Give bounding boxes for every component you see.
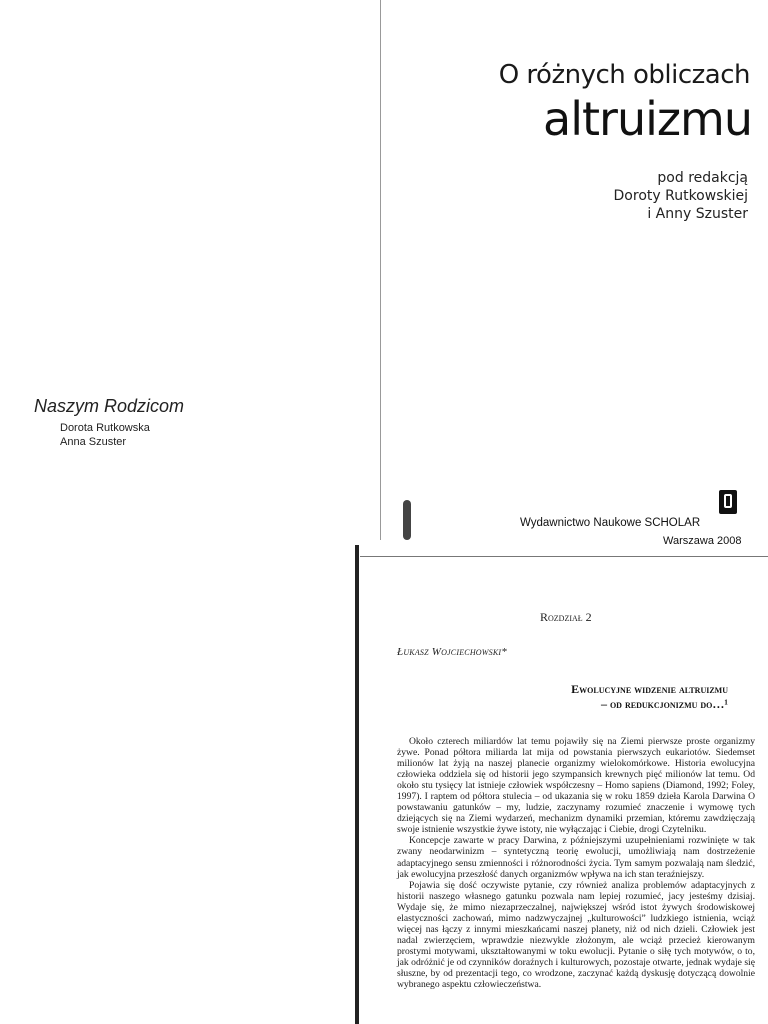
- publisher-city-year: Warszawa 2008: [663, 535, 742, 544]
- book-title-line-1: O różnych obliczach: [498, 60, 750, 90]
- dedication-name: Anna Szuster: [60, 436, 127, 448]
- editor-1: Doroty Rutkowskiej: [613, 188, 748, 204]
- publisher-name: Wydawnictwo Naukowe SCHOLAR: [520, 517, 701, 529]
- scan-binding-shadow: [355, 545, 359, 1024]
- chapter-title-line-1: Ewolucyjne widzenie altruizmu: [571, 682, 728, 696]
- body-paragraph: Pojawia się dość oczywiste pytanie, czy również analiza problemów adaptacyjnych z historii naszego własnego gatunku pozwala nam lepiej rozumieć, jacy jesteśmy dzisiaj. Wydaje się, że mimo niezaprzeczalnej, największej wśród istot żywych środowiskowej elastyczności zachowań, mimo nadzwyczajnej „kulturowości” ludzkiego istnienia, wciąż więcej nas łączy z innymi mieszkańcami naszej planety, niż od nich dzieli. Człowiek jest nadal zwierzęciem, wprawdzie niezwykle złożonym, ale wciąż przecież kierowanym prostymi motywami, ukształtowanymi w toku ewolucji. Pytanie o siłę tych motywów, o to, jak odróżnić je od czynników doraźnych i kulturowych, pozostaje otwarte, jednak wydaje się słuszne, by od prezentacji tego, co wrodzone, zaczynać każdą dyskusję dotyczącą dowolnie wybranego aspektu człowieczeństwa.: [397, 879, 755, 991]
- scan-page-edge-bottom: [360, 556, 768, 557]
- chapter-label: Rozdział 2: [540, 610, 592, 624]
- book-title-line-2: altruizmu: [543, 92, 752, 146]
- dedication-heading: Naszym Rodzicom: [34, 396, 185, 416]
- editor-intro: pod redakcją: [657, 170, 748, 186]
- body-paragraph: Koncepcje zawarte w pracy Darwina, z późniejszymi uzupełnieniami rozwinięte w tak zwany neodarwinizm – syntetyczną teorię ewolucji, umożliwiają nam dostrzeżenie adaptacyjnego sensu zmienności i różnorodności życia. Tym samym pozwalają nam śledzić, jak ewolucyjna przeszłość danych organizmów wpływa na ich stan teraźniejszy.: [397, 835, 755, 880]
- chapter-title-line-2: – od redukcjonizmu do…¹: [600, 697, 728, 711]
- scan-page-edge-top: [380, 0, 381, 540]
- chapter-author: Łukasz Wojciechowski*: [397, 646, 507, 658]
- publisher-logo-icon: [719, 490, 737, 514]
- dedication-name: Dorota Rutkowska: [60, 422, 150, 434]
- chapter-body: [397, 736, 755, 990]
- body-paragraph: Około czterech miliardów lat temu pojawiły się na Ziemi pierwsze proste organizmy żywe. Ponad półtora miliarda lat mija od powstania pierwszych eukariotów. Siedemset milionów lat żyją na naszej planecie organizmy wielokomórkowe. Historia ewolucyjna człowieka oddziela się od historii jego szympansich krewnych pięć milionów lat temu. Od około stu tysięcy lat istnieje człowiek współczesny – Homo sapiens (Diamond, 1992; Foley, 1997). I raptem od półtora stulecia – od ukazania się w roku 1859 dzieła Karola Darwina O powstawaniu gatunków – my, ludzie, zaczynamy rozumieć znaczenie i wymowę tych dziejących się na Ziemi wydarzeń, mechanizm dynamiki przemian, któremu zawdzięczają swoje istnienie wszystkie żywe istoty, nie wyłączając i Ciebie, drogi Czytelniku.: [397, 736, 755, 836]
- editor-2: i Anny Szuster: [647, 206, 748, 222]
- scan-binding-speckle: [403, 500, 411, 540]
